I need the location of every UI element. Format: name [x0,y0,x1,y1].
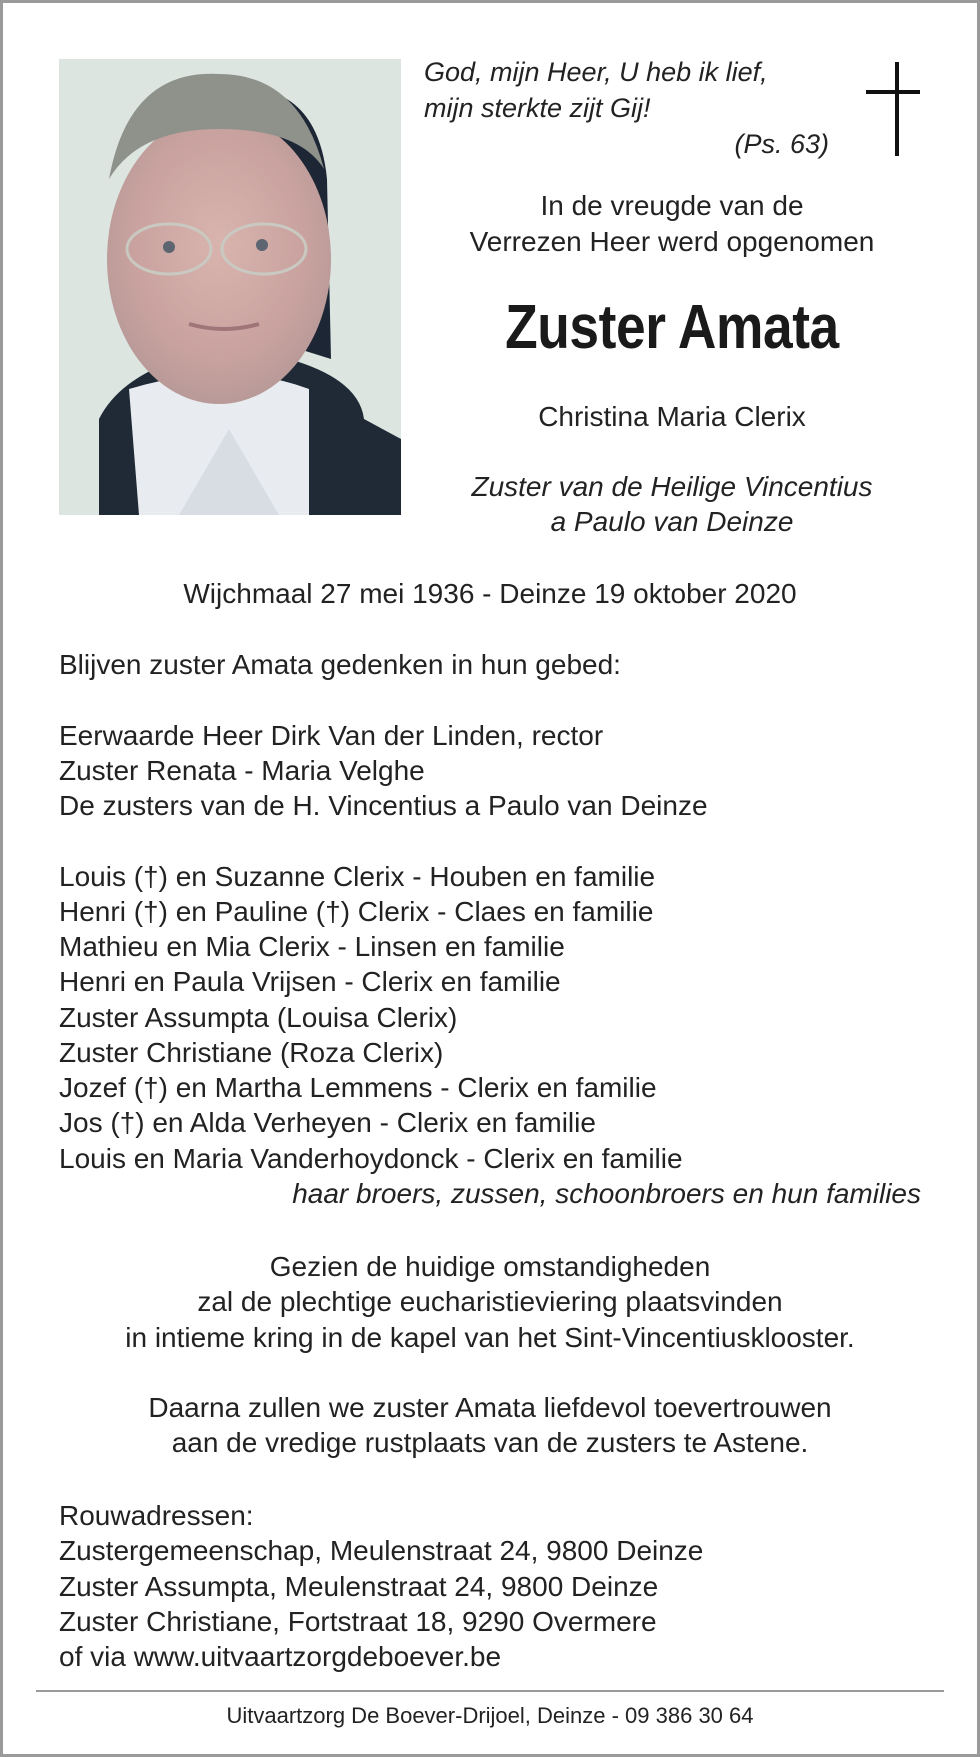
ceremony-line: Gezien de huidige omstandigheden [269,1251,711,1282]
given-name: Christina Maria Clerix [538,401,806,432]
family-line: Zuster Assumpta (Louisa Clerix) [59,1001,458,1033]
ceremony-line: in intieme kring in de kapel van het Sint-Vincentiusklooster. [125,1321,855,1353]
condolence-addresses [59,1498,921,1674]
quote-line: God, mijn Heer, U heb ik lief, [424,57,768,87]
intro-text [422,188,922,260]
family-line: Louis en Maria Vanderhoydonck - Clerix en familie [59,1142,683,1174]
portrait-photo [59,59,401,515]
family-line: Zuster Christiane (Roza Clerix) [59,1036,444,1068]
remember-line: Blijven zuster Amata gedenken in hun gebed: [59,649,621,680]
address-line: Zuster Assumpta, Meulenstraat 24, 9800 Deinze [59,1570,659,1602]
funeral-home-footer: Uitvaartzorg De Boever-Drijoel, Deinze - 09 386 30 64 [226,1703,754,1728]
mourner-line: Zuster Renata - Maria Velghe [59,754,425,786]
intro-line: Verrezen Heer werd opgenomen [469,226,875,257]
family-note: haar broers, zussen, schoonbroers en hun families [292,1177,921,1209]
address-line: Zuster Christiane, Fortstraat 18, 9290 Overmere [59,1605,657,1637]
family-line: Jozef (†) en Martha Lemmens - Clerix en familie [59,1072,657,1103]
life-dates: Wijchmaal 27 mei 1936 - Deinze 19 oktober 2020 [183,578,797,609]
ceremony-text [0,1249,980,1461]
divider [36,1690,944,1692]
family-line: Henri en Paula Vrijsen - Clerix en familie [59,966,561,998]
deceased-name-text: Zuster Amata [505,293,839,362]
cross-icon-bar [866,90,920,94]
mourners-list [59,647,921,1211]
religious-order [422,469,922,539]
intro-line: In de vreugde van de [540,190,804,221]
family-line: Louis (†) en Suzanne Clerix - Houben en familie [59,860,656,892]
cross-icon [895,62,899,156]
psalm-quote [424,54,829,162]
ceremony-line: zal de plechtige eucharistieviering plaatsvinden [197,1286,783,1318]
burial-line: aan de vredige rustplaats van de zusters te Astene. [171,1427,809,1459]
family-line: Mathieu en Mia Clerix - Linsen en familie [59,931,565,962]
order-line: Zuster van de Heilige Vincentius [471,471,873,502]
mourner-line: De zusters van de H. Vincentius a Paulo van Deinze [59,790,708,821]
address-line: Zustergemeenschap, Meulenstraat 24, 9800 Deinze [59,1535,704,1567]
burial-line: Daarna zullen we zuster Amata liefdevol toevertrouwen [148,1392,832,1423]
deceased-name [372,293,972,363]
quote-reference: (Ps. 63) [734,129,829,159]
order-line: a Paulo van Deinze [550,506,794,537]
family-line: Jos (†) en Alda Verheyen - Clerix en familie [59,1107,596,1139]
family-line: Henri (†) en Pauline (†) Clerix - Claes en familie [59,895,654,927]
quote-line: mijn sterkte zijt Gij! [424,93,651,123]
addresses-heading: Rouwadressen: [59,1500,254,1531]
website-line: of via www.uitvaartzorgdeboever.be [59,1641,502,1672]
mourner-line: Eerwaarde Heer Dirk Van der Linden, rector [59,719,604,751]
